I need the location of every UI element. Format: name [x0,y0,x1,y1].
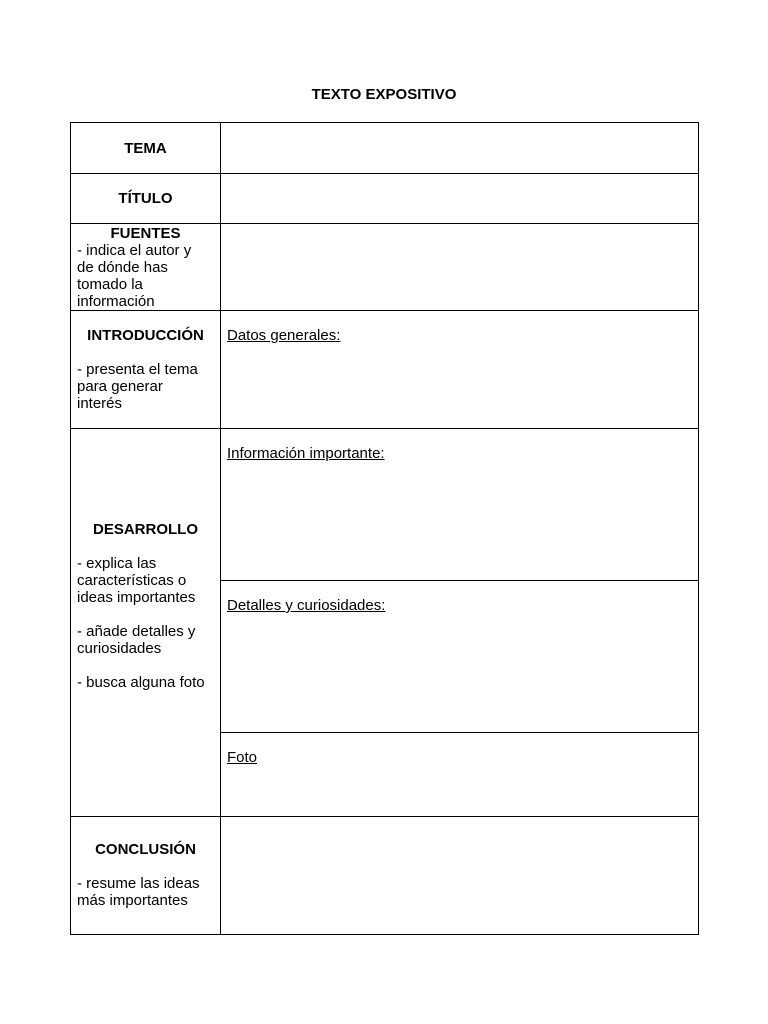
label-cell-tema [71,123,221,174]
input-cell-fuentes[interactable] [221,224,699,311]
label-cell-titulo [71,174,221,224]
note-line: de dónde has [77,259,168,276]
note-line: - busca alguna foto [77,674,205,691]
row-titulo [71,174,699,224]
note-line: más importantes [77,892,188,909]
label-conclusion: CONCLUSIÓN [95,841,196,858]
field-label-detalles-curiosidades: Detalles y curiosidades: [227,597,386,614]
note-line: - resume las ideas [77,875,200,892]
label-cell-desarrollo [71,429,221,817]
row-conclusion [71,817,699,935]
note-line: para generar [77,378,163,395]
input-cell-introduccion[interactable] [221,311,699,429]
field-label-informacion-importante: Información importante: [227,445,385,462]
label-introduccion: INTRODUCCIÓN [87,327,204,344]
note-line: curiosidades [77,640,162,657]
field-label-datos-generales: Datos generales: [227,327,341,344]
note-line: - explica las [77,555,157,572]
note-line: ideas importantes [77,589,196,606]
row-fuentes [71,224,699,311]
input-cell-foto[interactable] [221,733,699,817]
note-line: interés [77,395,123,412]
input-cell-titulo[interactable] [221,174,699,224]
input-cell-conclusion[interactable] [221,817,699,935]
note-line: características o [77,572,187,589]
row-introduccion [71,311,699,429]
row-tema [71,123,699,174]
label-cell-fuentes [71,224,221,311]
expository-text-table [70,122,699,935]
label-cell-conclusion [71,817,221,935]
field-label-foto: Foto [227,749,258,766]
note-line: - indica el autor y [77,242,192,259]
row-desarrollo [71,429,699,581]
input-cell-detalles-curiosidades[interactable] [221,581,699,733]
label-fuentes: FUENTES [110,225,181,242]
label-desarrollo: DESARROLLO [93,521,198,538]
label-tema: TEMA [124,140,167,157]
input-cell-tema[interactable] [221,123,699,174]
note-line: - presenta el tema [77,361,198,378]
note-line: - añade detalles y [77,623,196,640]
label-cell-introduccion [71,311,221,429]
note-line: información [77,293,155,310]
label-titulo: TÍTULO [118,190,173,207]
note-line: tomado la [77,276,143,293]
input-cell-informacion-importante[interactable] [221,429,699,581]
page-title: TEXTO EXPOSITIVO [311,86,457,103]
